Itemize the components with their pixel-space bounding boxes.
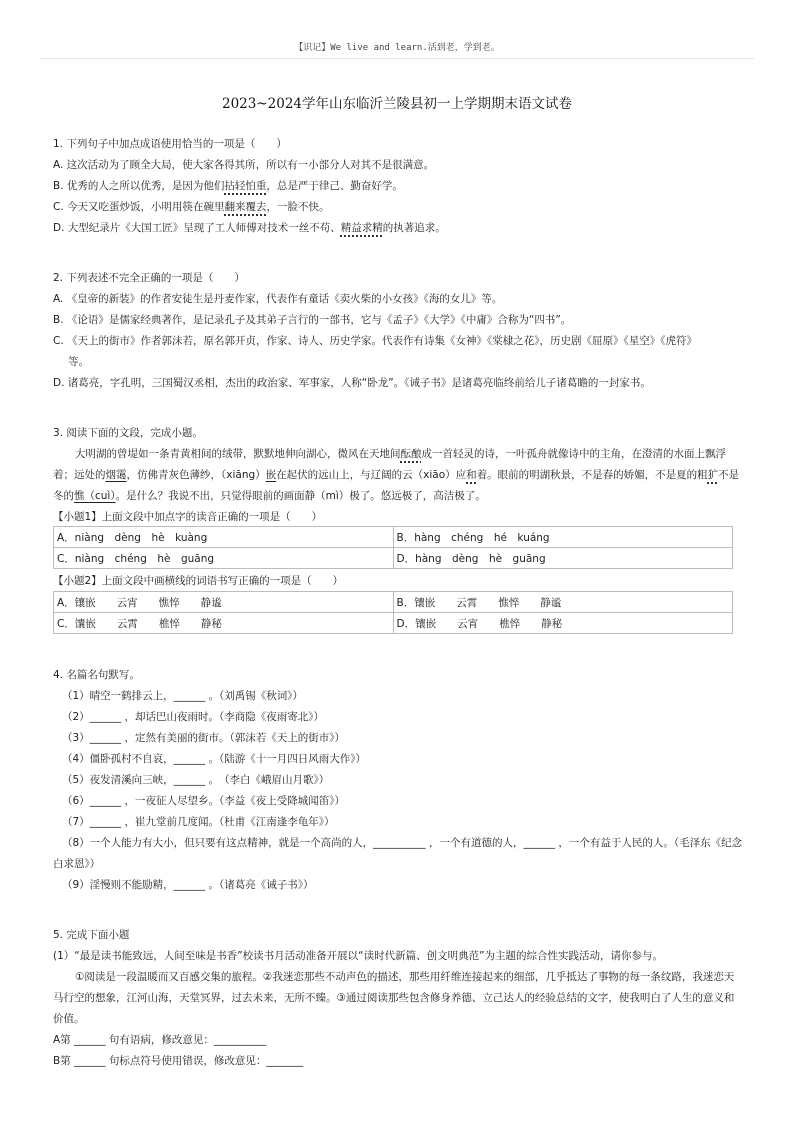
q2-option-c-cont: 等。 <box>68 356 89 368</box>
q4-line-9: （9）淫慢则不能励精，______ 。（诸葛亮《诫子书》） <box>62 879 314 891</box>
q3-sub2-option-a: A．镶嵌 云宵 憔悴 静谧 <box>54 592 394 613</box>
q1-option-d: D. 大型纪录片《大国工匠》呈现了工人师傅对技术一丝不苟、精益求精的执著追求。 <box>53 222 446 234</box>
q5-passage-line-3: 价值。 <box>53 1013 85 1025</box>
q3-passage-line-1: 大明湖的曾堤如一条青黄相间的绒带，默默地伸向湖心，微风在天地间酝酿成一首轻灵的诗，一叶孤舟就像诗中的主角，在澄清的水面上飘浮 <box>75 448 726 460</box>
q4-line-2: （2）______ ，却话巴山夜雨时。（李商隐《夜雨寄北》） <box>62 711 325 723</box>
exam-title: 2023~2024学年山东临沂兰陵县初一上学期期末语文试卷 <box>221 96 573 112</box>
q3-passage-line-2: 着；远处的烟霭，仿佛青灰色薄纱，（xiāng）嵌在起伏的远山上，与辽阔的云（xiāo）应和着。眼前的明湖秋景，不是春的娇媚，不是夏的粗犷不是 <box>53 469 740 481</box>
q2-option-a: A. 《皇帝的新装》的作者安徒生是丹麦作家，代表作有童话《卖火柴的小女孩》《海的女儿》等。 <box>53 293 503 305</box>
q4-line-7: （7）______ ，崔九堂前几度闻。（杜甫《江南逢李龟年》） <box>62 816 335 828</box>
q5-passage-line-1: ①阅读是一段温暖而又百感交集的旅程。②我迷恋那些不动声色的描述，那些用纤维连接起来的细部，几乎抵达了事物的每一条纹路，我迷恋天 <box>75 971 735 983</box>
emphasized-idiom: 各得其所 <box>213 159 256 171</box>
q3-sub1-options-table <box>53 526 733 569</box>
q3-passage-line-3: 冬的憔（cuì）。是什么？我说不出，只觉得眼前的画面静（mì）极了。悠远极了，高洁极了。 <box>53 490 486 502</box>
q5-part1-intro: (1）“最是读书能致远，人间至味是书香”校读书月活动准备开展以“读时代新篇、创文明典范”为主题的综合性实践活动，请你参与。 <box>53 950 664 962</box>
q2-option-b: B. 《论语》是儒家经典著作，是记录孔子及其弟子言行的一部书，它与《孟子》《大学》《中庸》合称为“四书”。 <box>53 314 572 326</box>
q1-option-b: B. 优秀的人之所以优秀，是因为他们拈轻怕重，总是严于律己、勤奋好学。 <box>53 180 403 192</box>
q1-stem: 1. 下列句子中加点成语使用恰当的一项是（ ） <box>53 138 287 150</box>
q5-passage-line-2: 马行空的想象，江河山海，天堂冥界，过去未来，无所不臻。③通过阅读那些包含修身养德、立己达人的经验总结的文字，使我明白了人生的意义和 <box>53 992 735 1004</box>
q5-fill-b: B第 ______ 句标点符号使用错误，修改意见：_______ <box>53 1055 304 1067</box>
q3-stem: 3. 阅读下面的文段，完成小题。 <box>53 427 203 439</box>
q4-line-6: （6）______ ，一夜征人尽望乡。（李益《夜上受降城闻笛》） <box>62 795 346 807</box>
q3-sub2-stem: 【小题2】上面文段中画横线的词语书写正确的一项是（ ） <box>53 575 344 587</box>
q3-sub1-option-b: B．hàng chéng hé kuáng <box>393 527 733 548</box>
q2-stem: 2. 下列表述不完全正确的一项是（ ） <box>53 272 245 284</box>
q5-fill-a: A第 ______ 句有语病，修改意见：__________ <box>53 1034 267 1046</box>
q4-line-8-cont: 白求恩》） <box>53 858 101 870</box>
q3-sub1-option-a: A．niàng dèng hè kuàng <box>54 527 394 548</box>
q2-option-d: D. 诸葛亮，字孔明，三国蜀汉丞相，杰出的政治家、军事家，人称“卧龙”。《诫子书》是诸葛亮临终前给儿子诸葛瞻的一封家书。 <box>53 377 651 389</box>
q3-sub1-option-c: C．niàng chéng hè guāng <box>54 548 394 569</box>
q4-stem: 4. 名篇名句默写。 <box>53 669 140 681</box>
q3-sub2-options-table <box>53 591 733 634</box>
page-header-motto: 【识记】We live and learn.活到老，学到老。 <box>294 43 500 53</box>
q4-line-8: （8）一个人能力有大小，但只要有这点精神，就是一个高尚的人，__________ ，一个有道德的人，______ ，一个有益于人民的人。（毛泽东《纪念 <box>62 837 743 849</box>
q1-option-c: C. 今天又吃蛋炒饭，小明用筷在碗里翻来覆去，一脸不快。 <box>53 201 330 213</box>
q4-line-4: （4）僵卧孤村不自哀，______ 。（陆游《十一月四日风雨大作》） <box>62 753 367 765</box>
q3-sub2-option-c: C．馕嵌 云霄 樵悴 静秘 <box>54 613 394 634</box>
q4-line-3: （3）______ ，定然有美丽的街市。（郭沫若《天上的街市》） <box>62 732 346 744</box>
emphasized-idiom: 拈轻怕重 <box>224 180 267 192</box>
q4-line-5: （5）夜发清溪向三峡，______ 。 （李白《峨眉山月歌》） <box>62 774 330 786</box>
q5-stem: 5. 完成下面小题 <box>53 929 130 941</box>
q3-sub2-option-b: B．镶嵌 云霄 憔悴 静谧 <box>393 592 733 613</box>
q3-sub2-option-d: D．镶嵌 云宵 樵悴 静秘 <box>393 613 733 634</box>
q2-option-c: C. 《天上的街市》作者郭沫若，原名郭开贞，作家、诗人、历史学家。代表作有诗集《女神》《棠棣之花》，历史剧《屈原》《星空》《虎符》 <box>53 335 698 347</box>
q1-option-a: A. 这次活动为了顾全大局，使大家各得其所，所以有一小部分人对其不是很满意。 <box>53 159 435 171</box>
emphasized-idiom: 翻来覆去 <box>224 201 267 213</box>
q3-sub1-stem: 【小题1】上面文段中加点字的读音正确的一项是（ ） <box>53 511 323 523</box>
q4-line-1: （1）晴空一鹤排云上，______ 。（刘禹锡《秋词》） <box>62 690 304 702</box>
emphasized-idiom: 精益求精 <box>340 222 383 234</box>
q3-sub1-option-d: D．hàng dèng hè guāng <box>393 548 733 569</box>
header-divider <box>40 58 754 59</box>
